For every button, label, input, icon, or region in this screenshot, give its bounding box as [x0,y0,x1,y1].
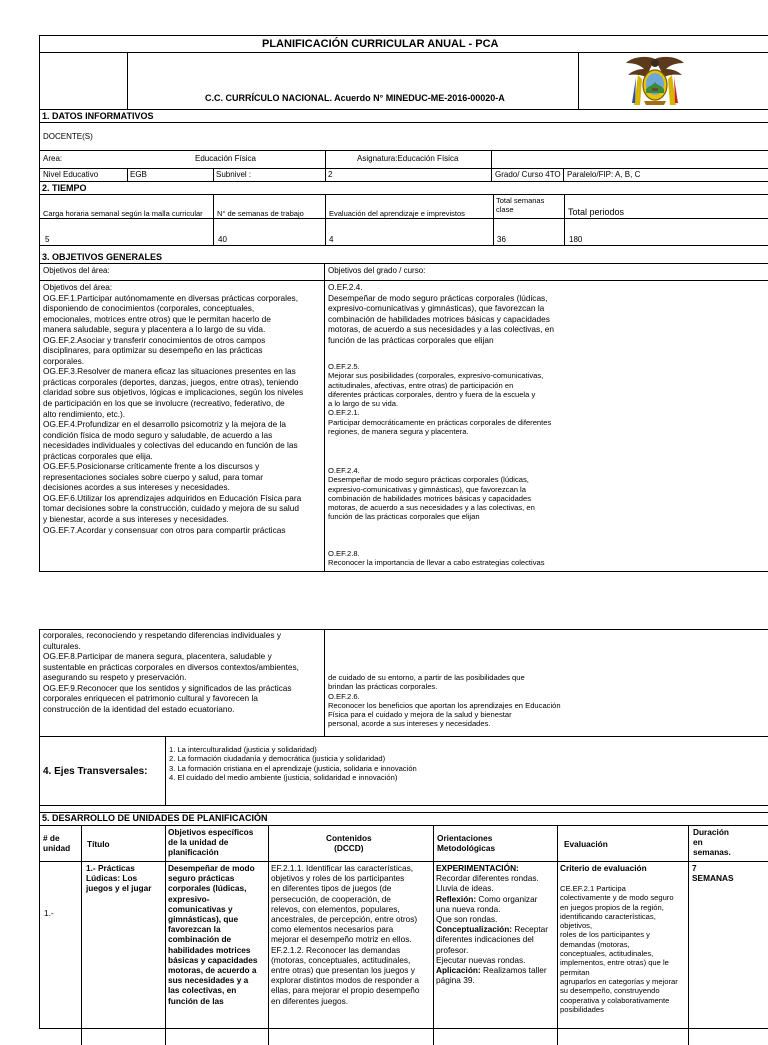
ejes-transversales-label: 4. Ejes Transversales: [43,766,148,777]
objetivos-grado-text-2: O.EF.2.5. Mejorar sus posibilidades (corporales, expresivo-comunicativas, actitudinales, afectivas, entre otras) de participación en diferentes prácticas corporales, dentro y fuera de la escuela y a lo largo de su vida. O.EF.2.1. Participar democráticamente en prácticas corporales de diferentes regiones, de manera segura y placentera. [328,362,552,437]
orient-conceptualizacion: Conceptualización: Receptar [436,924,549,935]
col-header-numero: # de unidad [43,833,71,854]
section-objetivos-generales: 3. OBJETIVOS GENERALES [42,252,163,262]
objetivos-grado-continued: de cuidado de su entorno, a partir de las posibilidades que brindan las prácticas corporales. O.EF.2.6. Reconocer los beneficios que aportan los aprendizajes en Educación Física para el cuidado y mejora de la salud y bienestar personal, acorde a sus intereses y necesidades. [328,673,561,729]
orient-line: Ejecutar nuevas rondas. [436,954,526,965]
col-header-orientaciones: Orientaciones Metodológicas [437,833,496,854]
col-header-titulo: Título [87,839,110,849]
row-1-evaluacion-title: Criterio de evaluación [560,863,647,873]
tiempo-header-total-periodos: Total periodos [568,207,625,217]
tiempo-header-evaluacion: Evaluación del aprendizaje e imprevistos [329,209,465,218]
area-label: Area: [43,154,63,163]
objetivos-area-text: Objetivos del área: OG.EF.1.Participar autónomamente en diversas prácticas corporales, disponiendo de conocimientos (corporales, conceptuales, emocionales, motrices entre otros) que le permitan hacerlo de manera saludable, segura y placentera a lo largo de su vida. OG.EF.2.Asociar y transferir conocimientos de otros campos disciplinares, para optimizar su desempeño en las prácticas corporales. OG.EF.3.Resolver de manera eficaz las situaciones presentes en las prácticas corporales (deportes, danzas, juegos, entre otras), teniendo claridad sobre sus objetivos, lógicas e implicaciones, según los niveles de participación en los que se involucre (recreativo, federativo, de alto rendimiento, etc.). OG.EF.4.Profundizar en el desarrollo psicomotriz y la mejora de la condición física de modo seguro y saludable, de acuerdo a las necesidades individuales y colectivas del educando en función de las prácticas corporales que elija. OG.EF.5.Posicionarse críticamente frente a los discursos y representaciones sociales sobre cuerpo y salud, para tomar decisiones acordes a sus intereses y necesidades. OG.EF.6.Utilizar los aprendizajes adquiridos en Educación Física para tomar decisiones sobre la construcción, cuidado y mejora de su salud y bienestar, acorde a sus intereses y necesidades. OG.EF.7.Acordar y consensuar con otros para compartir prácticas [43,282,304,535]
subnivel-label: Subnivel : [216,170,252,179]
objetivos-grado-text-4: O.EF.2.8. Reconocer la importancia de llevar a cabo estrategias colectivas [328,549,545,568]
row-1-objetivos: Desempeñar de modo seguro prácticas corporales (lúdicas, expresivo- comunicativas y gimnásticas), que favorezcan la combinación de habilidades motrices básicas y capacidades motoras, de acuerdo a sus necesidades y a las colectivas, en función de las [168,863,258,1006]
ejes-transversales-list: 1. La interculturalidad (justicia y solidaridad) 2. La formación ciudadanía y democrática (justicia y solidaridad) 3. La formación cristiana en el aprendizaje (justicia, solidaria e innovación 4. El cuidado del medio ambiente (justicia, solidaridad e innovación) [169,745,417,782]
col-header-objetivos: Objetivos específicos de la unidad de planificación [168,827,254,858]
orient-line: Recordar diferentes rondas. [436,873,539,884]
orient-line: Que son rondas. [436,914,498,925]
objetivos-area-header: Objetivos del área: [43,266,110,275]
tiempo-value-carga: 5 [45,235,50,244]
asignatura-value: Asignatura:Educación Física [357,154,459,163]
tiempo-header-semanas: N° de semanas de trabajo [217,209,304,218]
row-1-duracion: 7 SEMANAS [692,863,734,884]
nivel-label: Nivel Educativo [43,170,99,179]
orient-line: Lluvia de ideas. [436,883,494,894]
col-header-contenidos: Contenidos (DCCD) [326,833,372,854]
col-header-evaluacion: Evaluación [564,839,608,849]
area-value: Educación Física [195,154,256,163]
tiempo-value-evaluacion: 4 [329,235,334,244]
objetivos-grado-header: Objetivos del grado / curso: [328,266,426,275]
tiempo-header-total-semanas: Total semanas clase [496,196,545,215]
objetivos-grado-text-3: O.EF.2.4. Desempeñar de modo seguro prácticas corporales (lúdicas, expresivo-comunicativas y gimnásticas), que favorezcan la combinación de habilidades motrices básicas y capacidades motoras, de acuerdo a sus necesidades y a las colectivas, en función de las prácticas corporales que elijan [328,466,535,522]
section-tiempo: 2. TIEMPO [42,183,87,193]
ecuador-coat-of-arms-icon [624,55,686,109]
row-1-evaluacion-text: CE.EF.2.1 Participa colectivamente y de modo seguro en juegos propios de la región, identificando características, objetivos, roles de los participantes y demandas (motoras, conceptuales, actitudinales, implementos, entre otras) que le permitan agruparlos en categorías y mejorar su desempeño, construyendo cooperativa y colaborativamente posibilidades [560,884,678,1014]
grado-value: Grado/ Curso 4TO [495,170,561,179]
orient-line: profesor. [436,944,469,955]
document-subtitle: C.C. CURRÍCULO NACIONAL. Acuerdo N° MINEDUC-ME-2016-00020-A [205,93,505,103]
orient-aplicacion: Aplicación: Realizamos taller [436,965,547,976]
objetivos-grado-text-1: O.EF.2.4. Desempeñar de modo seguro prácticas corporales (lúdicas, expresivo-comunicativas y gimnásticas), que favorezcan la combinación de habilidades motrices básicas y capacidades motoras, de acuerdo a sus necesidades y a las colectivas, en función de las prácticas corporales que elijan [328,282,554,345]
col-header-duracion: Duración en semanas. [693,827,731,858]
orient-line: página 39. [436,975,475,986]
subnivel-value: 2 [328,170,333,179]
section-desarrollo-unidades: 5. DESARROLLO DE UNIDADES DE PLANIFICACIÓN [42,813,268,823]
tiempo-value-total-semanas: 36 [497,235,506,244]
row-1-orientaciones [436,863,548,985]
nivel-value: EGB [130,170,147,179]
orient-line: una nueva ronda. [436,903,501,914]
row-1-contenidos: EF.2.1.1. Identificar las características, objetivos y roles de los participantes en diferentes tipos de juegos (de persecución, de cooperación, de relevos, con elementos, populares, ancestrales, de percepción, entre otros) como elementos necesarios para mejorar el desempeño motriz en ellos. EF.2.1.2. Reconocer las demandas (motoras, conceptuales, actitudinales, entre otras) que presentan los juegos y explorar distintos modos de responder a ellas, para mejorar el propio desempeño en diferentes juegos. [271,863,420,1006]
objetivos-area-continued: corporales, reconociendo y respetando diferencias individuales y culturales. OG.EF.8.Participar de manera segura, placentera, saludable y sustentable en prácticas corporales en diversos contextos/ambientes, asegurando su respeto y preservación. OG.EF.9.Reconocer que los sentidos y significados de las prácticas corporales enriquecen el patrimonio cultural y favorecen la construcción de la identidad del estado ecuatoriano. [43,630,299,714]
docente-label: DOCENTE(S) [43,132,93,141]
page-2 [0,626,768,1024]
orient-experimentacion: EXPERIMENTACIÓN: [436,863,519,873]
tiempo-value-semanas: 40 [218,235,227,244]
paralelo-value: Paralelo/FIP: A, B, C [567,170,641,179]
orient-line: diferentes indicaciones del [436,934,534,945]
row-1-numero: 1.- [44,908,54,918]
document-title: PLANIFICACIÓN CURRICULAR ANUAL - PCA [262,38,499,50]
tiempo-value-total-periodos: 180 [569,235,583,244]
tiempo-header-carga: Carga horaria semanal según la malla curricular [43,209,203,218]
orient-reflexion: Reflexión: Como organizar [436,893,538,904]
section-datos-informativos: 1. DATOS INFORMATIVOS [42,111,154,121]
row-1-titulo: 1.- Prácticas Lúdicas: Los juegos y el jugar [86,863,152,894]
